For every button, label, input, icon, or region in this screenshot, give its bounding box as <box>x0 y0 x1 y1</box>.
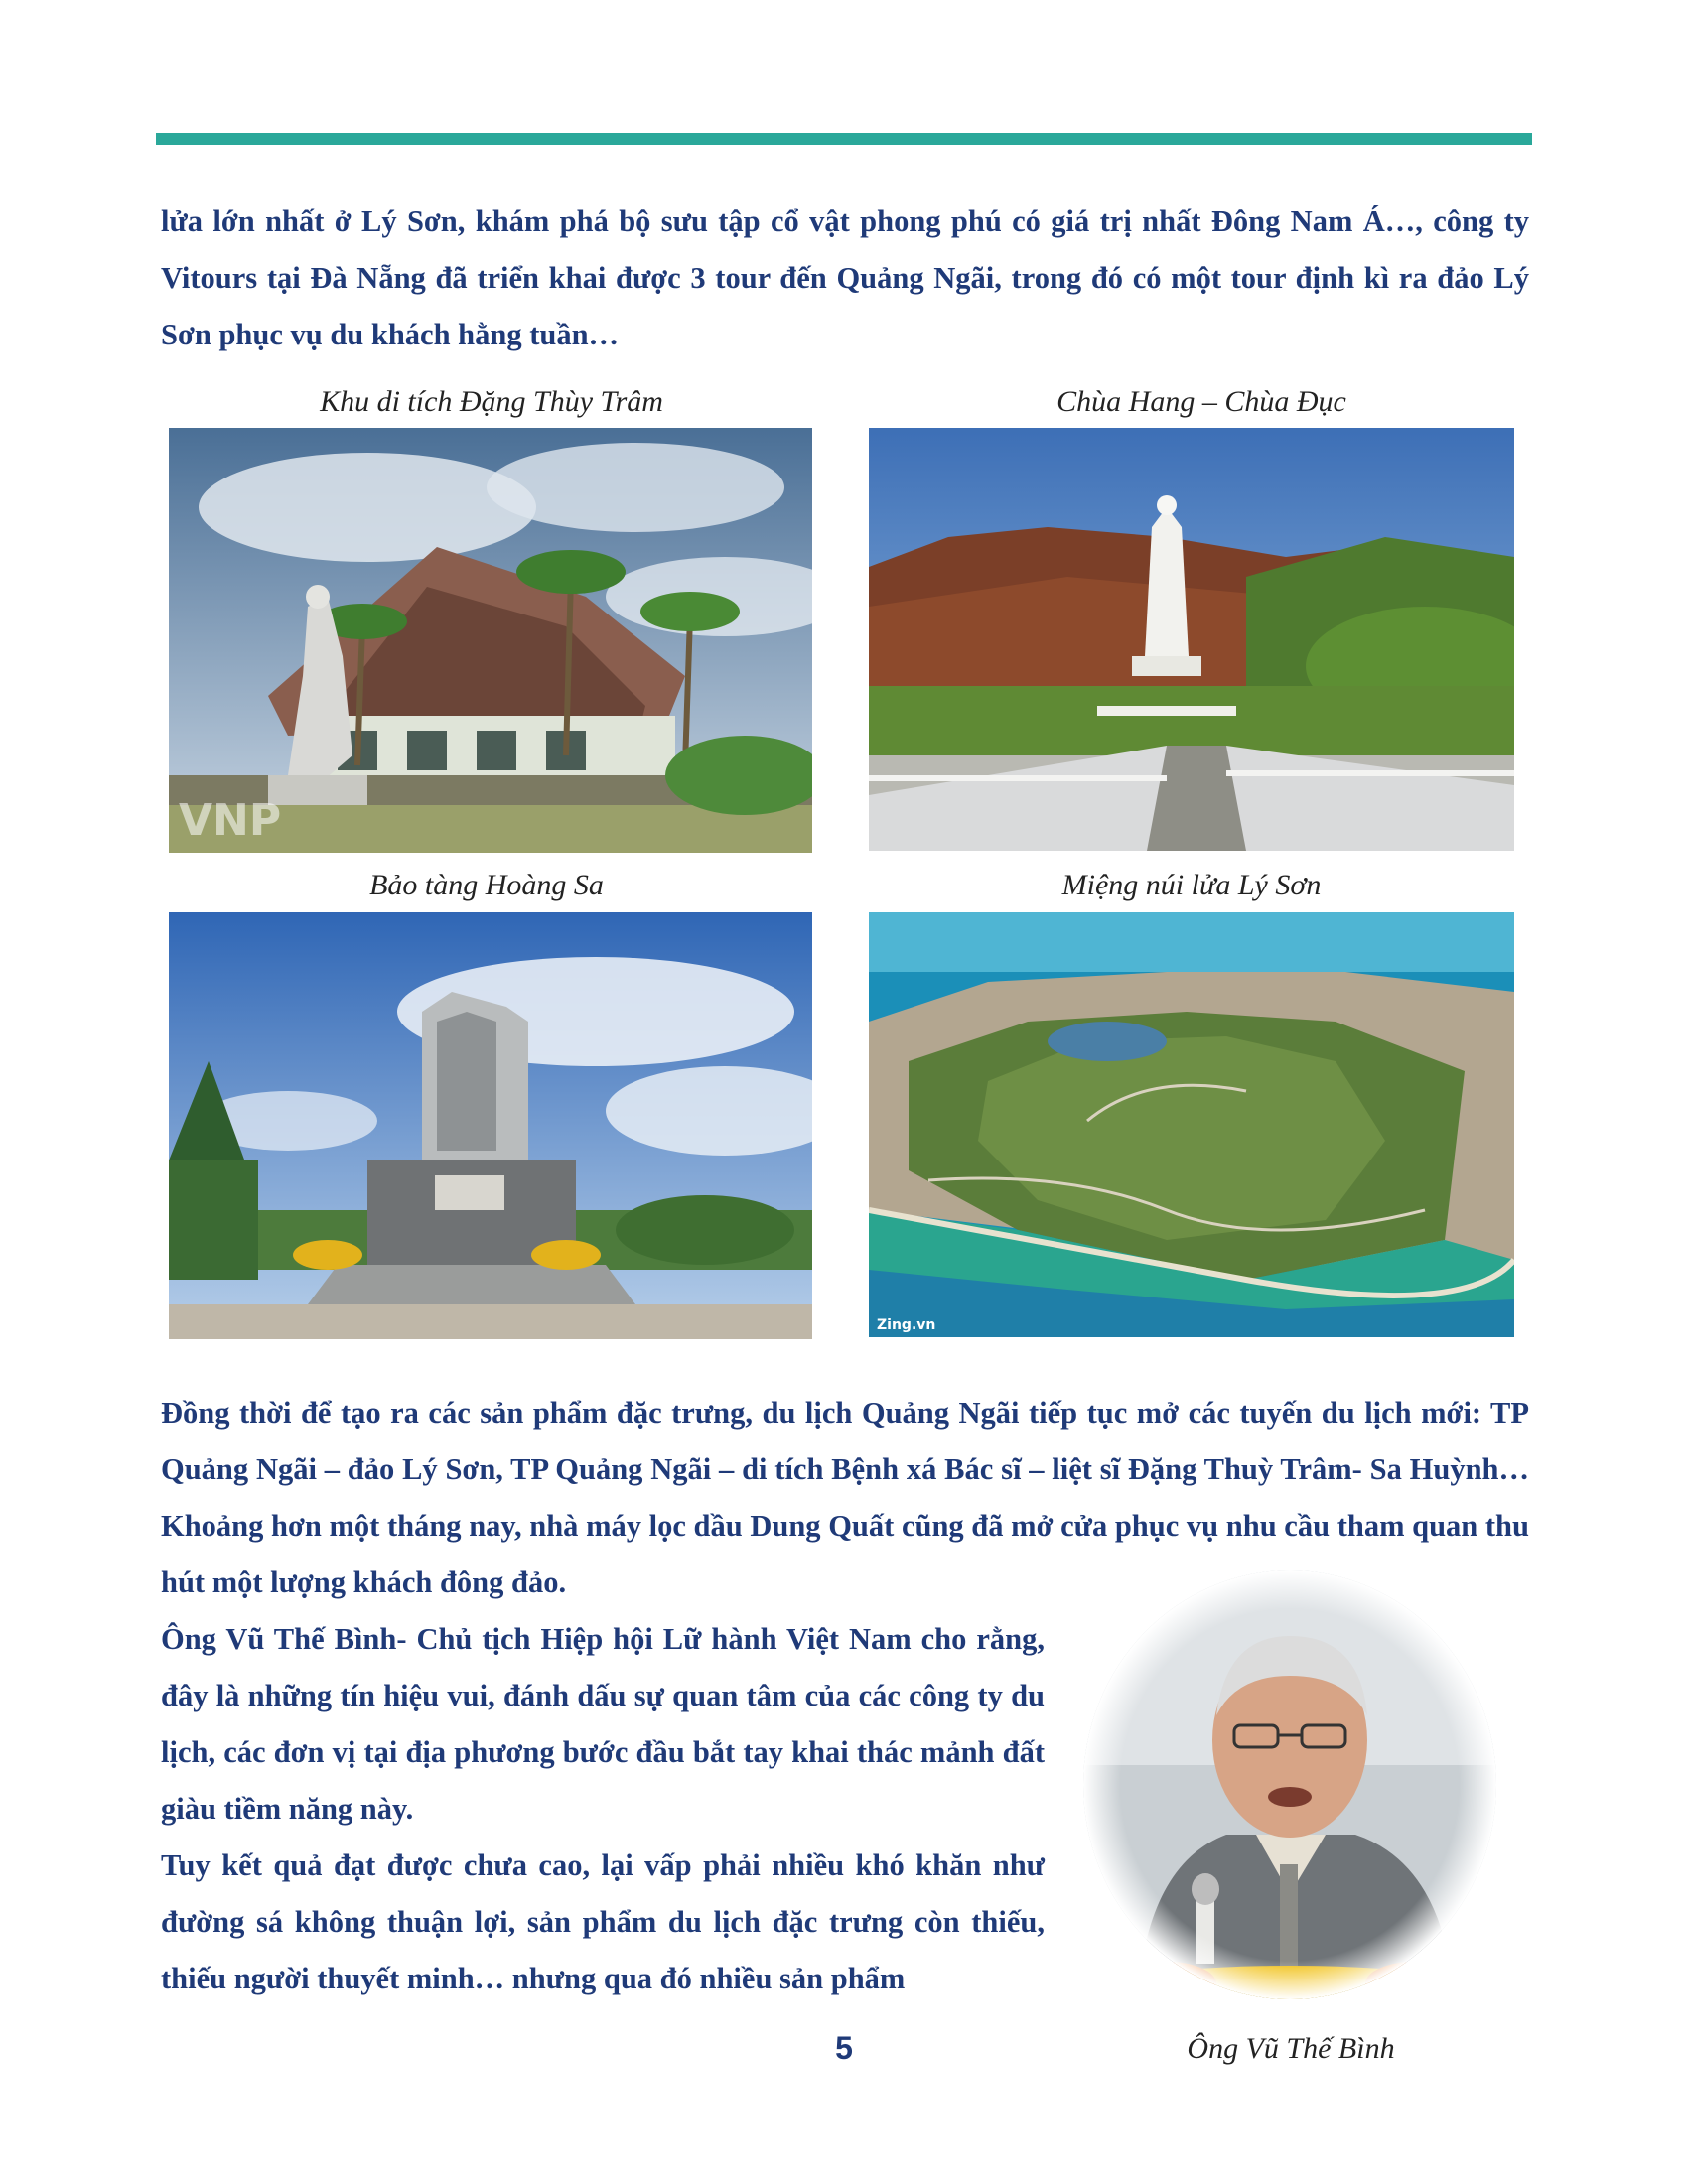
paragraph-intro: lửa lớn nhất ở Lý Sơn, khám phá bộ sưu tập cổ vật phong phú có giá trị nhất Đông Nam Á…, công ty Vitours tại Đà Nẵng đã triển khai được 3 tour đến Quảng Ngãi, trong đó có một tour định kì ra đảo Lý Sơn phục vụ du khách hằng tuần… <box>161 205 1529 351</box>
page-number: 5 <box>835 2030 853 2066</box>
paragraph-new-routes: Đồng thời để tạo ra các sản phẩm đặc trưng, du lịch Quảng Ngãi tiếp tục mở các tuyến du lịch mới: TP Quảng Ngãi – đảo Lý Sơn, TP Quảng Ngãi – di tích Bệnh xá Bác sĩ – liệt sĩ Đặng Thuỳ Trâm- Sa Huỳnh… Khoảng hơn một tháng nay, nhà máy lọc dầu Dung Quất cũng đã mở cửa phục vụ nhu cầu tham quan thu hút một lượng khách đông đảo. <box>161 1396 1529 1599</box>
photo-mieng-nui-lua <box>869 912 1514 1337</box>
photo-caption-mieng-nui-lua: Miệng núi lửa Lý Sơn <box>1061 869 1322 901</box>
watermark-zing: Zing.vn <box>877 1317 936 1333</box>
paragraph-vu-the-binh: Ông Vũ Thế Bình- Chủ tịch Hiệp hội Lữ hành Việt Nam cho rằng, đây là những tín hiệu vui, đánh dấu sự quan tâm của các công ty du lịch, các đơn vị tại địa phương bước đầu bắt tay khai thác mảnh đất giàu tiềm năng này. <box>161 1622 1045 1826</box>
photo-caption-dang-thuy-tram: Khu di tích Đặng Thùy Trâm <box>320 385 663 418</box>
photo-bao-tang-hoang-sa <box>169 912 812 1339</box>
watermark-vnp: VNP <box>179 795 282 846</box>
header-rule <box>156 133 1532 145</box>
photo-chua-hang <box>869 428 1514 851</box>
portrait-caption: Ông Vũ Thế Bình <box>1187 2032 1395 2065</box>
portrait-vu-the-binh <box>1077 1567 1502 2003</box>
photo-caption-bao-tang-hoang-sa: Bảo tàng Hoàng Sa <box>369 869 604 901</box>
photo-caption-chua-hang: Chùa Hang – Chùa Đục <box>1056 385 1346 418</box>
photo-dang-thuy-tram <box>169 428 812 853</box>
paragraph-challenges: Tuy kết quả đạt được chưa cao, lại vấp phải nhiều khó khăn như đường sá không thuận lợi, sản phẩm du lịch đặc trưng còn thiếu, thiếu người thuyết minh… nhưng qua đó nhiều sản phẩm <box>161 1848 1045 1995</box>
